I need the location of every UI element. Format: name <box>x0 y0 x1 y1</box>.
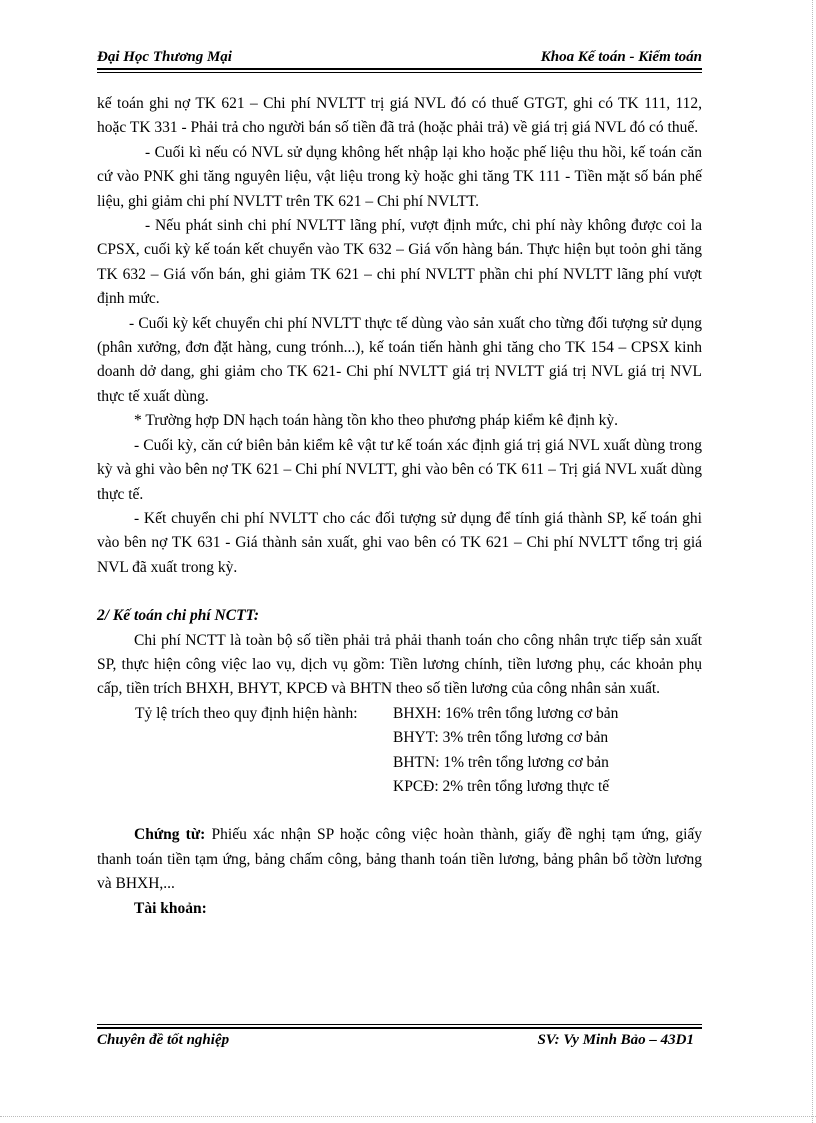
page-header <box>97 49 702 69</box>
spacer <box>97 580 702 604</box>
page-footer <box>97 1032 702 1052</box>
rate-value: BHXH: 16% trên tổng lương cơ bản <box>393 704 619 722</box>
spacer <box>97 799 702 823</box>
documents-label: Chứng từ: <box>134 826 206 844</box>
rate-row <box>97 726 702 750</box>
paragraph-periodic-inventory: * Trường hợp DN hạch toán hàng tồn kho theo phương pháp kiểm kê định kỳ. <box>134 412 618 430</box>
rates-label: Tỷ lệ trích theo quy định hiện hành: <box>135 704 358 722</box>
paragraph-continuation: kế toán ghi nợ TK 621 – Chi phí NVLTT trị giá NVL đó có thuế GTGT, ghi có TK 111, 112, hoặc TK 331 - Phải trả cho người bán số tiền đã trả (hoặc phải trả) về giá trị giá NVL đó có thuế. <box>97 95 702 137</box>
footer-rule-thick <box>97 1027 702 1029</box>
rate-value: BHTN: 1% trên tổng lương cơ bản <box>393 753 609 771</box>
footer-thesis-label: Chuyên đề tốt nghiệp <box>97 1032 230 1048</box>
page-border-bottom <box>0 1116 816 1118</box>
header-university: Đại Học Thương Mại <box>97 49 232 65</box>
rate-row <box>97 751 702 775</box>
paragraph-documents <box>97 823 702 896</box>
document-body <box>97 92 702 921</box>
paragraph-period-end-transfer: - Cuối kỳ kết chuyển chi phí NVLTT thực tế dùng vào sản xuất cho từng đối tượng sử dụng (phân xưởng, đơn đặt hàng, cung trónh...), kế toán tiến hành ghi tăng cho TK 154 – CPSX kinh doanh dở dang, ghi giảm cho TK 621- Chi phí NVLTT giá trị NVLTT giá trị NVL giá trị NVL thực tế xuất dùng. <box>97 314 702 405</box>
paragraph-labor-cost-definition: Chi phí NCTT là toàn bộ số tiền phải trả phải thanh toán cho công nhân trực tiếp sản xuất SP, thực hiện công việc lao vụ, dịch vụ gồm: Tiền lương chính, tiền lương phụ, các khoản phụ cấp, tiền trích BHXH, BHYT, KPCĐ và BHTN theo số tiền lương của công nhân sản xuất. <box>97 631 702 698</box>
page-border-right <box>812 0 814 1123</box>
header-rule-thin <box>97 72 702 73</box>
paragraph-cost-allocation: - Kết chuyển chi phí NVLTT cho các đối tượng sử dụng để tính giá thành SP, kế toán ghi vào bên nợ TK 631 - Giá thành sản xuất, ghi vao bên có TK 621 – Chi phí NVLTT tổng trị giá NVL đã xuất trong kỳ. <box>97 509 702 576</box>
rate-value: BHYT: 3% trên tổng lương cơ bản <box>393 729 609 747</box>
rate-row <box>97 775 702 799</box>
rate-value: KPCĐ: 2% trên tổng lương thực tế <box>393 777 610 795</box>
paragraph-leftover-materials: - Cuối kì nếu có NVL sử dụng không hết nhập lại kho hoặc phế liệu thu hồi, kế toán căn cứ vào PNK ghi tăng nguyên liệu, vật liệu trong kỳ hoặc ghi tăng TK 111 - Tiền mặt số bán phế liệu, ghi giảm chi phí NVLTT trên TK 621 – Chi phí NVLTT. <box>97 143 702 210</box>
paragraph-inventory-count: - Cuối kỳ, căn cứ biên bản kiểm kê vật tư kế toán xác định giá trị giá NVL xuất dùng trong kỳ và ghi vào bên nợ TK 621 – Chi phí NVLTT, ghi vào bên có TK 611 – Trị giá NVL xuất dùng thực tế. <box>97 436 702 503</box>
paragraph-accounts <box>97 897 702 921</box>
accounts-label: Tài khoản: <box>134 899 207 917</box>
paragraph-wasted-cost: - Nếu phát sinh chi phí NVLTT lãng phí, vượt định mức, chi phí này không được coi la CPSX, cuối kỳ kế toán kết chuyển vào TK 632 – Giá vốn hàng bán. Thực hiện bụt toỏn ghi tăng TK 632 – Giá vốn bán, ghi giảm TK 621 – chi phí NVLTT phần chi phí NVLTT lãng phí vượt định mức. <box>97 217 702 308</box>
documents-text: Phiếu xác nhận SP hoặc công việc hoàn thành, giấy đề nghị tạm ứng, giấy thanh toán tiền tạm ứng, bảng chấm công, bảng thanh toán tiền lương, bảng phân bổ tờờn lương và BHXH,... <box>97 826 703 893</box>
footer-student: SV: Vy Minh Bảo – 43D1 <box>537 1032 694 1048</box>
rate-row <box>97 702 702 726</box>
header-rule-thick <box>97 68 702 70</box>
section-title: 2/ Kế toán chi phí NCTT: <box>97 607 260 625</box>
header-faculty: Khoa Kế toán - Kiểm toán <box>540 49 702 65</box>
footer-rule-thin <box>97 1024 702 1025</box>
